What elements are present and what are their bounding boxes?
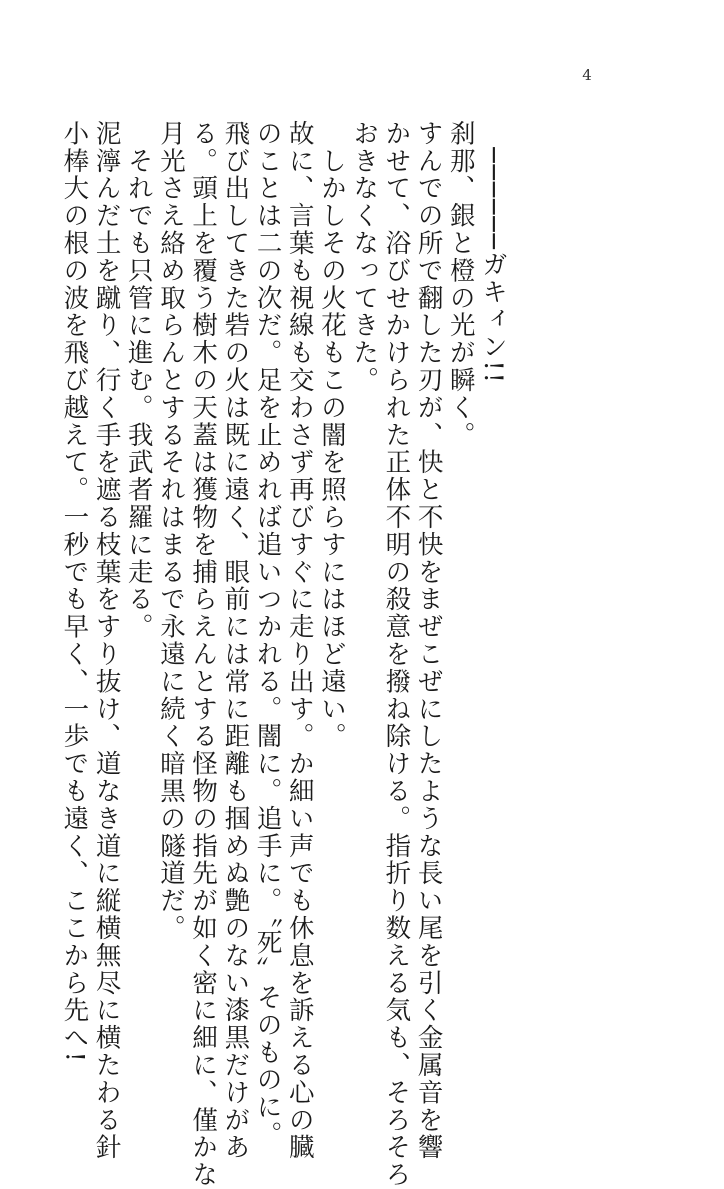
text-line: 小棒大の根の波を飛び越えて。一秒でも早く、一歩でも遠く、ここから先へ! xyxy=(59,120,90,1064)
text-line: 故に、言葉も視線も交わさず再びすぐに走り出す。か細い声でも休息を訴える心の臓 xyxy=(284,120,315,1162)
text-line: 月光さえ絡め取らんとするそれはまるで永遠に続く暗黒の隧道だ。 xyxy=(155,120,186,942)
text-line: る。頭上を覆う樹木の天蓋は獲物を捕らえんとする怪物の指先が如く密に細に、僅かな xyxy=(188,120,219,1189)
text-line: すんでの所で翻した刃が、快と不快をまぜこぜにしたような長い尾を引く金属音を響 xyxy=(413,120,444,1162)
text-line: 飛び出してきた砦の火は既に遠く、眼前には常に距離も掴めぬ艶のない漆黒だけがあ xyxy=(220,120,251,1162)
text-line: それでも只管に進む。我武者羅に走る。 xyxy=(123,120,154,641)
text-line: かせて、浴びせかけられた正体不明の殺意を撥ね除ける。指折り数える気も、そろそろ xyxy=(381,120,412,1189)
page-number: 4 xyxy=(582,66,592,84)
text-line: 刹那、銀と橙の光が瞬く。 xyxy=(445,120,476,449)
text-line: しかしその火花もこの闇を照らすにはほど遠い。 xyxy=(316,120,347,751)
text-line: ──────ガキィン!! xyxy=(478,120,508,385)
text-line: 泥濘んだ土を蹴り、行く手を遮る枝葉をすり抜け、道なき道に縦横無尽に横たわる針 xyxy=(91,120,122,1162)
body-text xyxy=(58,120,509,1189)
text-line: のことは二の次だ。足を止めれば追いつかれる。闇に。追手に。〝死〟そのものに。 xyxy=(252,120,283,1149)
text-line: おきなくなってきた。 xyxy=(349,120,380,394)
